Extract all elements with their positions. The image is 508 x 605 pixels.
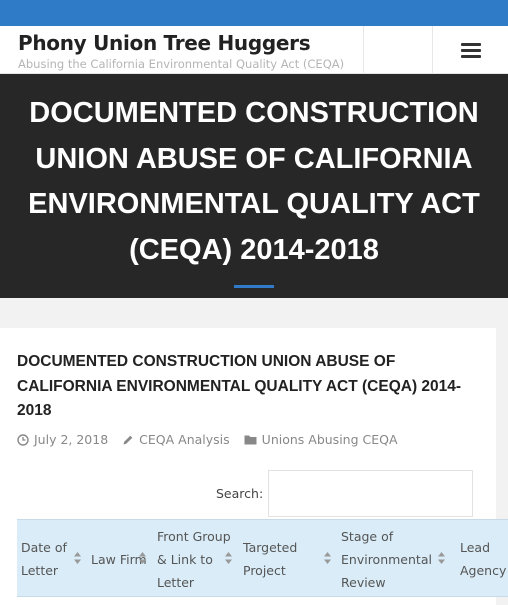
sort-arrows-icon[interactable] [437, 551, 446, 565]
sort-arrows-icon[interactable] [138, 551, 147, 565]
sort-arrows-icon[interactable] [73, 551, 82, 565]
site-header [0, 26, 508, 74]
page-title: DOCUMENTED CONSTRUCTION UNION ABUSE OF CALIFORNIA ENVIRONMENTAL QUALITY ACT (CEQA) 2014-2018 [28, 97, 480, 266]
pencil-icon [122, 434, 134, 446]
column-header-targeted-project[interactable]: Targeted Project [243, 540, 298, 578]
column-header-law-firm[interactable]: Law Firm [91, 551, 147, 567]
page-hero [0, 74, 508, 298]
column-header-lead-agency[interactable]: Lead Agency [460, 540, 507, 578]
post-date[interactable] [17, 432, 108, 447]
header-divider [363, 26, 364, 74]
post-card [0, 328, 507, 605]
post-title[interactable]: DOCUMENTED CONSTRUCTION UNION ABUSE OF CALIFORNIA ENVIRONMENTAL QUALITY ACT (CEQA) 2014-2018 [17, 353, 462, 419]
title-underline [234, 285, 274, 288]
clock-icon [17, 434, 29, 446]
top-bar [0, 0, 508, 26]
post-tag-text: Unions Abusing CEQA [261, 432, 398, 447]
sort-arrows-icon[interactable] [323, 551, 332, 565]
hamburger-menu-icon [461, 43, 481, 58]
folder-icon [244, 434, 257, 445]
site-title[interactable]: Phony Union Tree Huggers [18, 31, 311, 55]
column-header-front-group[interactable]: Front Group & Link to Letter [157, 528, 231, 590]
post-tag[interactable] [244, 432, 398, 447]
table-header-row [17, 519, 508, 597]
post-category-text: CEQA Analysis [139, 432, 230, 447]
sort-arrows-icon[interactable] [224, 551, 233, 565]
column-header-date-of-letter[interactable]: Date of Letter [21, 540, 67, 578]
post-meta [17, 432, 412, 447]
site-tagline: Abusing the California Environmental Quality Act (CEQA) [18, 57, 345, 71]
search-input[interactable] [268, 470, 473, 517]
post-category[interactable] [122, 432, 230, 447]
column-header-stage-of-review[interactable]: Stage of Environmental Review [341, 528, 432, 590]
post-date-text: July 2, 2018 [34, 432, 109, 447]
menu-button[interactable] [433, 26, 508, 74]
search-label: Search: [216, 486, 264, 501]
